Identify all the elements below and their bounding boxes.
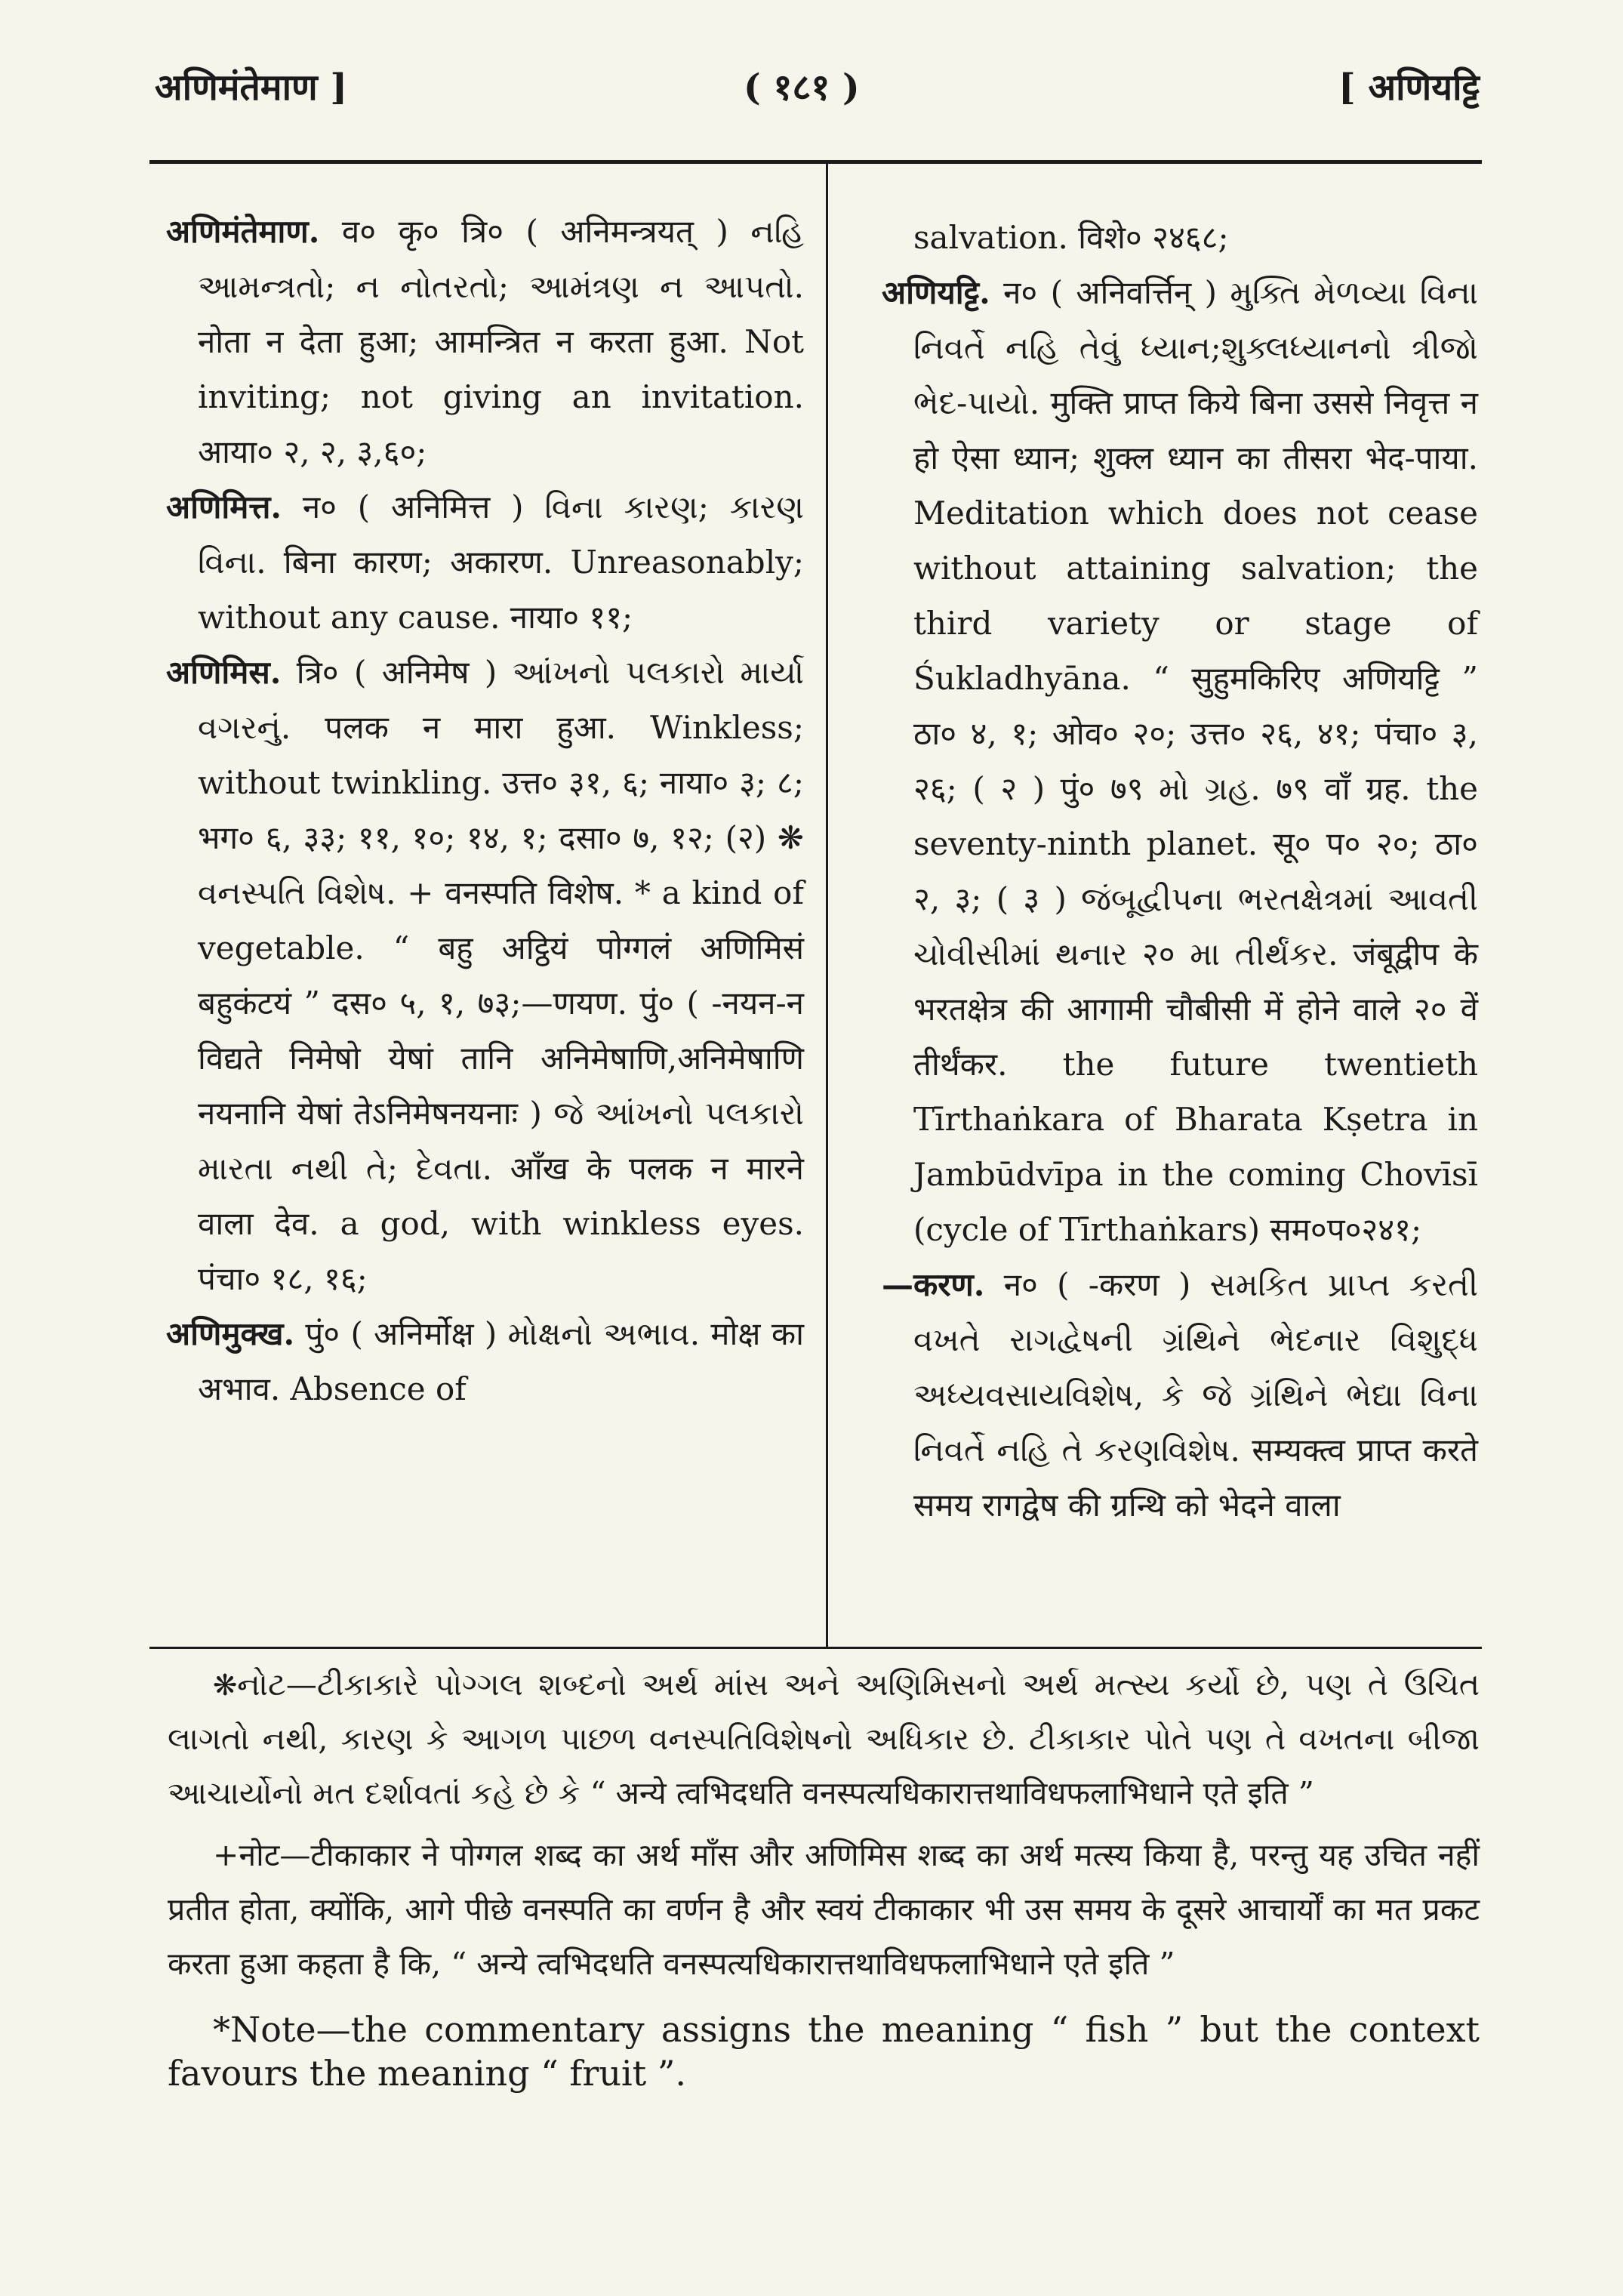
entry-headword: अणियट्टि. [882, 274, 990, 311]
dictionary-entry [166, 479, 804, 645]
dictionary-entry [882, 265, 1478, 1257]
entry-headword: अणिमित्त. [166, 488, 282, 525]
column-divider [826, 164, 828, 1647]
entry-text: न० ( अनिमित्त ) વિના કારણ; કારણ વિના. बिना कारण; अकारण. Unreasonably; without any cause. नाया० ११; [198, 488, 804, 636]
entry-headword: अणिमिस. [166, 654, 282, 691]
entry-text: पुं० ( अनिर्मोक्ष ) મોક્ષનો અભાવ. मोक्ष का अभाव. Absence of [198, 1315, 804, 1407]
entry-headword: अणिमुक्ख. [166, 1315, 295, 1352]
dictionary-entry [882, 1257, 1478, 1533]
left-column [166, 204, 804, 1416]
dictionary-entry [166, 645, 804, 1306]
footnotes [168, 1657, 1480, 2095]
header-right-guideword: [ अणियट्टि [1338, 66, 1480, 109]
entry-headword: अणिमंतेमाण. [166, 213, 320, 250]
page-number: ( १८१ ) [744, 66, 860, 109]
entry-text: न० ( -करण ) સમકિત પ્રાપ્ત કરતી વખતે રાગદ્વેષની ગ્રંથિને ભેદનાર વિશુદ્ધ અધ્યવસાયવિશેષ, કે જે ગ્રંથિને ભેદ્યા વિના નિવર્તે નહિ તે કરણવિશેષ. सम्यक्त्व प्राप्त करते समय रागद्वेष की ग्रन्थि को भेदने वाला [913, 1266, 1478, 1524]
header-rule [149, 160, 1482, 164]
entry-headword: —करण. [882, 1266, 985, 1303]
dictionary-entry-continuation [882, 210, 1478, 265]
entry-text: व० कृ० त्रि० ( अनिमन्त्रयत् ) નહિ આમન્ત્રતો; ન નોતરતો; આમંત્રણ ન આપતો. नोता न देता हुआ; आमन्त्रित न करता हुआ. Not inviting; not giving an invitation. आया० २, २, ३,६०; [198, 213, 804, 470]
dictionary-entry [166, 204, 804, 479]
header-left-guideword: अणिमंतेमाण ] [155, 66, 348, 109]
dictionary-entry [166, 1306, 804, 1416]
footnote-english: *Note—the commentary assigns the meaning “ fish ” but the context favours the meaning “ fruit ”. [168, 2009, 1480, 2094]
entry-text: salvation. विशे० २४६८; [913, 219, 1229, 256]
entry-text: न० ( अनिवर्त्तिन् ) મુક્તિ મેળવ્યા વિના નિવર્તે નહિ તેવું ધ્યાન;શુક્લધ્યાનનો ત્રીજો ભેદ-પાયો. मुक्ति प्राप्त किये बिना उससे निवृत्त न हो ऐसा ध्यान; शुक्ल ध्यान का तीसरा भेद-पाया. Meditation which does not cease without attaining salvation; the third variety or stage of Śukladhyāna. “ सुहुमकिरिए अणियट्टि ” ठा० ४, १; ओव० २०; उत्त० २६, ४१; पंचा० ३, २६; ( २ ) पुं० ७९ મો ગ્રહ. ७९ वाँ ग्रह. the seventy-ninth planet. सू० प० २०; ठा० २, ३; ( ३ ) જંબૂદ્વીપના ભરતક્ષેત્રમાં આવતી ચોવીસીમાં થનાર २० મા તીર્થંકર. जंबूद्वीप के भरतक्षेत्र की आगामी चौबीसी में होने वाले २० वें तीर्थंकर. the future twentieth Tīrthaṅkara of Bharata Kṣetra in Jambūdvīpa in the coming Chovīsī (cycle of Tīrthaṅkars) सम०प०२४१; [913, 274, 1478, 1248]
entry-text: त्रि० ( अनिमेष ) આંખનો પલકારો માર્યા વગરનું. पलक न मारा हुआ. Winkless; without twinkling. उत्त० ३१, ६; नाया० ३; ८; भग० ६, ३३; ११, १०; १४, १; दसा० ७, १२; (२) ❋ વનસ્પતિ વિશેષ. + वनस्पति विशेष. * a kind of vegetable. “ बहु अट्ठियं पोग्गलं अणिमिसं बहुकंटयं ” दस० ५, १, ७३;—णयण. पुं० ( -नयन-न विद्यते निमेषो येषां तानि अनिमेषाणि,अनिमेषाणि नयनानि येषां तेऽनिमेषनयनाः ) જે આંખનો પલકારો મારતા નથી તે; દેવતા. आँख के पलक न मारने वाला देव. a god, with winkless eyes. पंचा० १८, १६; [198, 654, 804, 1297]
page-header [155, 62, 1480, 130]
footnote-hindi: +नोट—टीकाकार ने पोग्गल शब्द का अर्थ माँस और अणिमिस शब्द का अर्थ मत्स्य किया है, परन्तु यह उचित नहीं प्रतीत होता, क्योंकि, आगे पीछे वनस्पति का वर्णन है और स्वयं टीकाकार भी उस समय के दूसरे आचार्यों का मत प्रकट करता हुआ कहता है कि, “ अन्ये त्वभिदधति वनस्पत्यधिकारात्तथाविधफलाभिधाने एते इति ” [168, 1837, 1480, 1982]
notes-rule [149, 1647, 1482, 1649]
footnote-gujarati: ❋નોટ—ટીકાકારે પોગ્ગલ શબ્દનો અર્થ માંસ અને અણિમિસનો અર્થ મત્સ્ય કર્યો છે, પણ તે ઉચિત લાગતો નથી, કારણ કે આગળ પાછળ વનસ્પતિવિશેષનો અધિકાર છે. ટીકાકાર પોતે પણ તે વખતના બીજા આચાર્યોનો મત દર્શાવતાં કહે છે કે “ अन्ये त्वभिदधति वनस्पत्यधिकारात्तथाविधफलाभिधाने एते इति ” [168, 1666, 1480, 1811]
right-column [882, 210, 1478, 1533]
